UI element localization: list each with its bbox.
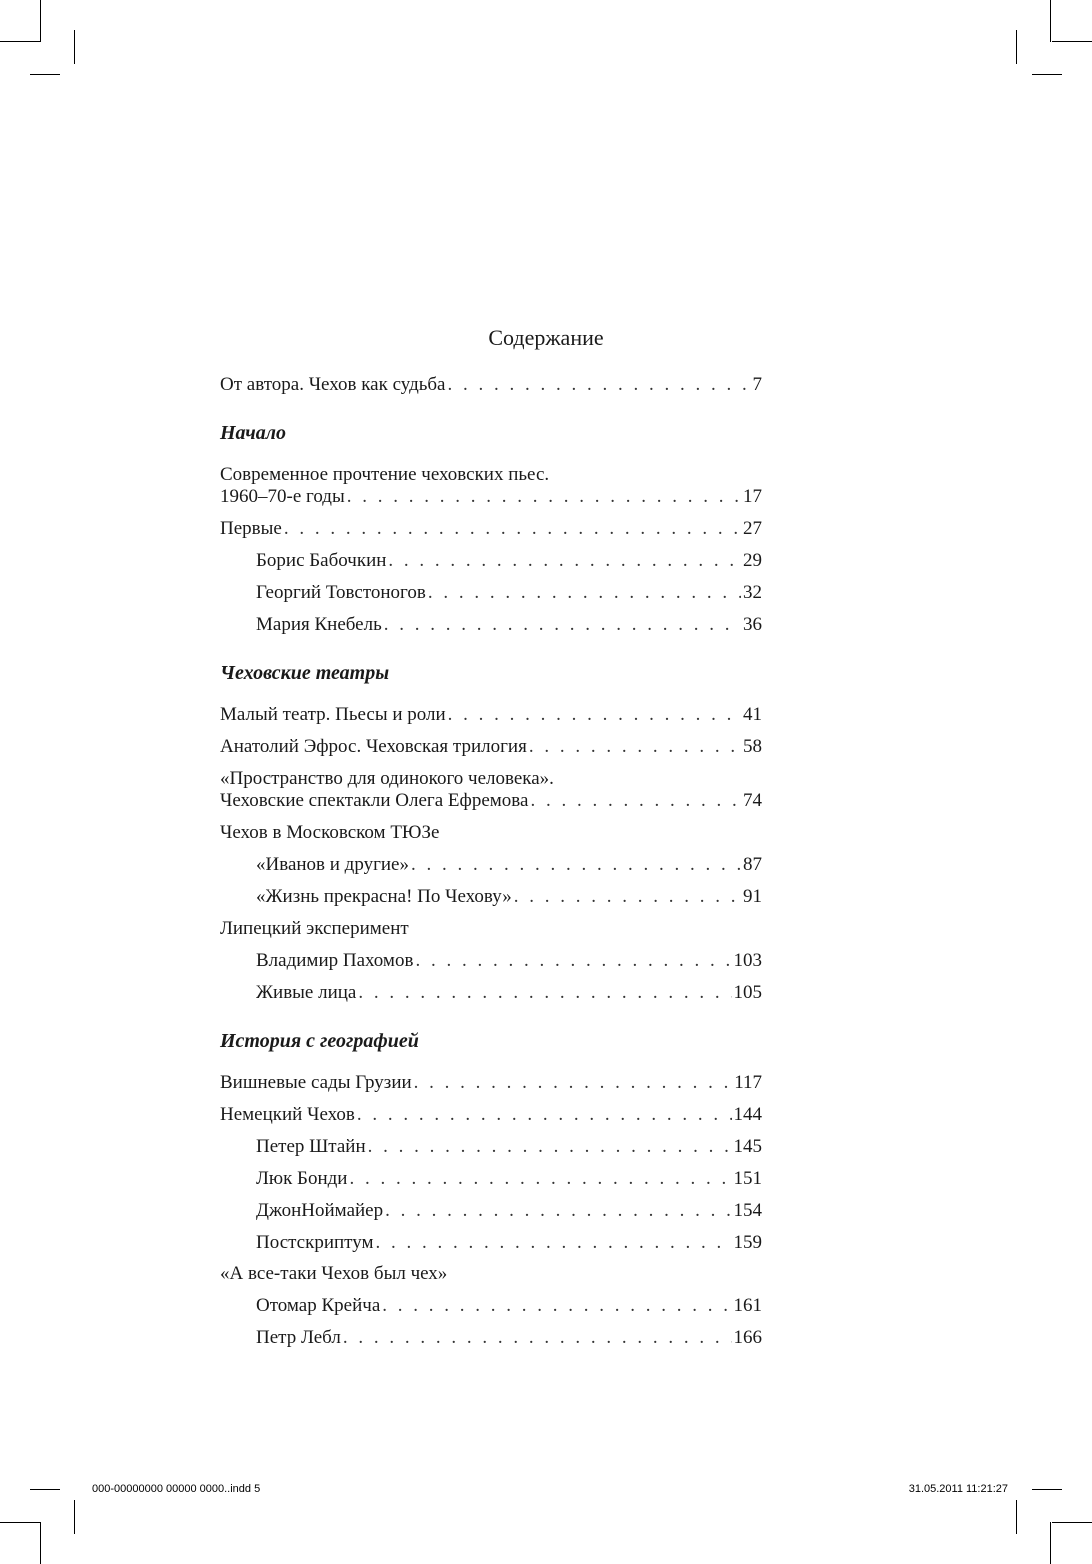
crop-mark <box>1050 0 1051 42</box>
crop-mark <box>40 1522 41 1564</box>
entry-page: 105 <box>733 982 762 1003</box>
leader-dots <box>347 486 741 508</box>
crop-mark <box>1016 1500 1017 1534</box>
toc-entry <box>220 464 762 508</box>
toc-entry <box>256 1232 762 1254</box>
crop-mark <box>74 30 75 64</box>
crop-mark <box>0 1522 40 1523</box>
entry-page: 117 <box>734 1072 762 1093</box>
leader-dots <box>382 1295 731 1317</box>
leader-dots <box>448 374 751 396</box>
entry-page: 103 <box>733 950 762 971</box>
leader-dots <box>376 1232 732 1254</box>
entry-page: 32 <box>743 582 762 603</box>
entry-page: 145 <box>733 1136 762 1157</box>
crop-mark <box>1050 1522 1051 1564</box>
toc-entry <box>256 1168 762 1190</box>
crop-mark <box>40 0 41 42</box>
leader-dots <box>415 950 731 972</box>
section-heading: Начало <box>220 422 287 444</box>
leader-dots <box>384 614 741 636</box>
leader-dots <box>529 736 741 758</box>
toc-entry <box>256 886 762 908</box>
entry-text-line1: Современное прочтение чеховских пьес. <box>220 464 550 485</box>
toc-entry <box>220 374 762 396</box>
toc-entry <box>220 822 762 844</box>
entry-text: Живые лица <box>256 982 357 1003</box>
toc-entry <box>256 614 762 636</box>
leader-dots <box>388 550 741 572</box>
entry-page: 58 <box>743 736 762 757</box>
leader-dots <box>414 1072 733 1094</box>
entry-text: Вишневые сады Грузии <box>220 1072 412 1093</box>
entry-text: Липецкий эксперимент <box>220 918 409 939</box>
entry-page: 29 <box>743 550 762 571</box>
section-heading: История с географией <box>220 1030 419 1052</box>
toc-entry <box>220 768 762 812</box>
entry-page: 144 <box>733 1104 762 1125</box>
toc-entry <box>220 518 762 540</box>
toc-entry <box>256 982 762 1004</box>
crop-mark <box>1032 1489 1062 1490</box>
entry-text: Мария Кнебель <box>256 614 382 635</box>
entry-text-line1: «Пространство для одинокого человека». <box>220 768 554 789</box>
entry-text: Георгий Товстоногов <box>256 582 426 603</box>
entry-text: Петер Штайн <box>256 1136 366 1157</box>
crop-mark <box>30 1489 60 1490</box>
leader-dots <box>385 1200 731 1222</box>
toc-entry <box>220 918 762 940</box>
entry-text: Борис Бабочкин <box>256 550 387 571</box>
entry-page: 41 <box>743 704 762 725</box>
entry-page: 7 <box>752 374 762 395</box>
toc-entry <box>256 1136 762 1158</box>
leader-dots <box>349 1168 731 1190</box>
toc-entry <box>256 1200 762 1222</box>
toc-entry <box>220 736 762 758</box>
toc-entry <box>220 1104 762 1126</box>
entry-page: 17 <box>743 486 762 507</box>
entry-text: 1960–70-е годы <box>220 486 345 507</box>
toc-entry <box>256 950 762 972</box>
entry-text: Малый театр. Пьесы и роли <box>220 704 446 725</box>
entry-page: 166 <box>733 1327 762 1348</box>
entry-text: «А все-таки Чехов был чех» <box>220 1263 448 1284</box>
entry-page: 74 <box>743 790 762 811</box>
toc-entry <box>256 1327 762 1349</box>
entry-text: Петр Лебл <box>256 1327 341 1348</box>
toc-entry <box>220 704 762 726</box>
entry-page: 36 <box>743 614 762 635</box>
leader-dots <box>411 854 741 876</box>
entry-text: «Иванов и другие» <box>256 854 409 875</box>
crop-mark <box>74 1500 75 1534</box>
toc-entry <box>256 550 762 572</box>
leader-dots <box>343 1327 732 1349</box>
entry-page: 27 <box>743 518 762 539</box>
entry-text: Анатолий Эфрос. Чеховская трилогия <box>220 736 527 757</box>
entry-text: Чеховские спектакли Олега Ефремова <box>220 790 529 811</box>
entry-page: 159 <box>733 1232 762 1253</box>
entry-text: Немецкий Чехов <box>220 1104 355 1125</box>
leader-dots <box>448 704 741 726</box>
crop-mark <box>1052 41 1092 42</box>
entry-text: Отомар Крейча <box>256 1295 381 1316</box>
entry-page: 87 <box>743 854 762 875</box>
section-heading: Чеховские театры <box>220 662 390 684</box>
leader-dots <box>358 982 731 1004</box>
leader-dots <box>530 790 741 812</box>
crop-mark <box>30 74 60 75</box>
crop-mark <box>1052 1522 1092 1523</box>
entry-text: Люк Бонди <box>256 1168 348 1189</box>
toc-entry <box>256 854 762 876</box>
entry-text: «Жизнь прекрасна! По Чехову» <box>256 886 512 907</box>
entry-text: Первые <box>220 518 282 539</box>
leader-dots <box>514 886 741 908</box>
slug-date: 31.05.2011 11:21:27 <box>908 1483 1008 1495</box>
toc-entry <box>220 1072 762 1094</box>
leader-dots <box>284 518 741 540</box>
toc-entry <box>256 582 762 604</box>
page-title: Содержание <box>488 325 604 350</box>
entry-page: 161 <box>733 1295 762 1316</box>
entry-text: Постскриптум <box>256 1232 374 1253</box>
crop-mark <box>1016 30 1017 64</box>
slug-file: 000-00000000 00000 0000..indd 5 <box>92 1483 261 1495</box>
entry-page: 151 <box>733 1168 762 1189</box>
entry-text: Чехов в Московском ТЮЗе <box>220 822 440 843</box>
entry-page: 91 <box>743 886 762 907</box>
crop-mark <box>1032 74 1062 75</box>
leader-dots <box>428 582 741 604</box>
entry-text: От автора. Чехов как судьба <box>220 374 446 395</box>
entry-page: 154 <box>733 1200 762 1221</box>
toc-entry <box>256 1295 762 1317</box>
entry-text: ДжонНоймайер <box>256 1200 384 1221</box>
entry-text: Владимир Пахомов <box>256 950 414 971</box>
leader-dots <box>357 1104 732 1126</box>
toc-entry <box>220 1263 762 1285</box>
leader-dots <box>368 1136 732 1158</box>
crop-mark <box>0 41 40 42</box>
